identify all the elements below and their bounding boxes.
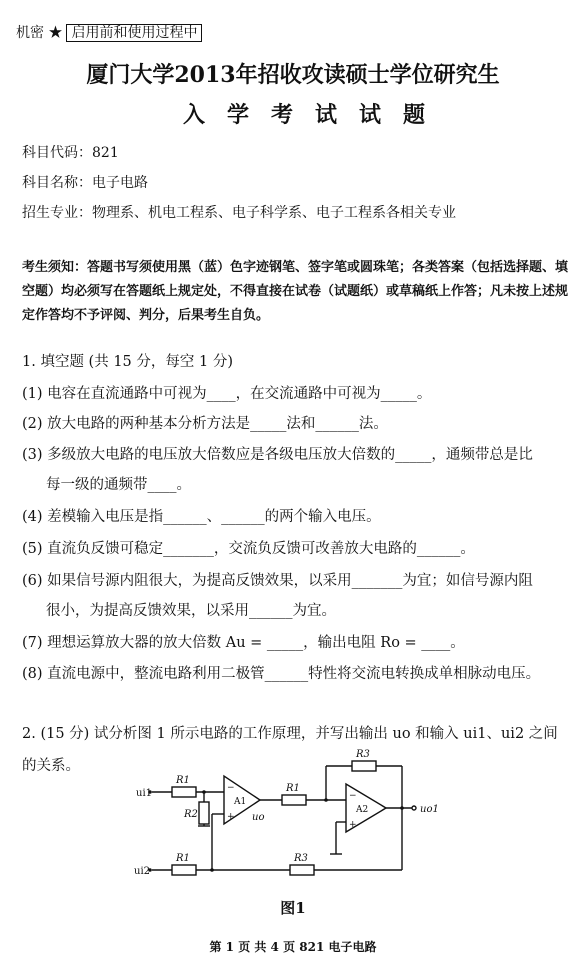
label-r1-top: R1 xyxy=(176,775,190,786)
confidential-line xyxy=(16,22,202,42)
label-a1-plus: + xyxy=(227,812,235,822)
figure-caption: 图1 xyxy=(280,899,306,917)
page-footer: 第 1 页 共 4 页 821 电子电路 xyxy=(209,940,377,954)
label-a1: A1 xyxy=(234,797,247,807)
label-a2: A2 xyxy=(356,805,369,815)
label-ui2: ui2 xyxy=(134,866,151,877)
section1-heading: 1. 填空题 (共 15 分，每空 1 分) xyxy=(22,354,233,370)
label-a2-minus: − xyxy=(349,791,357,801)
circuit-diagram xyxy=(130,746,450,886)
notice-label: 考生须知： xyxy=(22,260,88,275)
label-r2: R2 xyxy=(184,809,198,820)
question-1-2: (2) 放大电路的两种基本分析方法是_____法和______法。 xyxy=(22,416,388,432)
resistor-r2 xyxy=(199,802,209,824)
label-a1-minus: − xyxy=(227,783,235,793)
question-1-6-cont: 很小，为提高反馈效果，以采用______为宜。 xyxy=(46,603,336,619)
subject-code: 科目代码：821 xyxy=(22,145,119,161)
exam-notice xyxy=(22,256,570,328)
resistor-r1-bottom xyxy=(172,865,196,875)
label-r1-bottom: R1 xyxy=(176,853,190,864)
exam-title: 厦门大学2013年招收攻读硕士学位研究生 xyxy=(86,62,500,88)
majors: 招生专业：物理系、机电工程系、电子科学系、电子工程系各相关专业 xyxy=(22,205,456,221)
question-1-4: (4) 差模输入电压是指______、______的两个输入电压。 xyxy=(22,509,381,525)
confidential-mark: 机密 ★ xyxy=(16,25,63,41)
question-2: 2. (15 分) 试分析图 1 所示电路的工作原理，并写出输出 uo 和输入 ui1、ui2 之间的关系。 xyxy=(22,726,558,774)
question-1-3-cont: 每一级的通频带____。 xyxy=(46,477,191,493)
output-terminal xyxy=(412,806,416,810)
label-r3-bottom: R3 xyxy=(294,853,308,864)
resistor-r1-top xyxy=(172,787,196,797)
notice-text: 答题书写须使用黑（蓝）色字迹钢笔、签字笔或圆珠笔；各类答案（包括选择题、填空题）均必须写在答题纸上规定处，不得直接在试卷（试题纸）或草稿纸上作答；凡未按上述规定作答均不予评阅、判分，后果考生自负。 xyxy=(22,260,569,323)
label-r3-top: R3 xyxy=(356,749,370,760)
question-1-5: (5) 直流负反馈可稳定_______，交流负反馈可改善放大电路的______。 xyxy=(22,541,475,557)
label-uo: uo xyxy=(252,812,265,823)
question-1-1: (1) 电容在直流通路中可视为____，在交流通路中可视为_____。 xyxy=(22,386,432,402)
resistor-r3-bottom xyxy=(290,865,314,875)
question-1-3: (3) 多级放大电路的电压放大倍数应是各级电压放大倍数的_____，通频带总是比 xyxy=(22,447,533,463)
subject-name: 科目名称：电子电路 xyxy=(22,175,148,191)
label-uo1: uo1 xyxy=(420,804,439,815)
label-r1-mid: R1 xyxy=(286,783,300,794)
resistor-r3-top xyxy=(352,761,376,771)
question-1-8: (8) 直流电源中，整流电路利用二极管______特性将交流电转换成单相脉动电压。 xyxy=(22,666,541,682)
question-1-7: (7) 理想运算放大器的放大倍数 Au = _____，输出电阻 Ro = ____。 xyxy=(22,635,465,651)
exam-subtitle: 入学考试试题 xyxy=(182,102,447,128)
usage-stamp: 启用前和使用过程中 xyxy=(66,24,202,42)
label-ui1: ui1 xyxy=(136,788,153,799)
resistor-r1-mid xyxy=(282,795,306,805)
question-1-6: (6) 如果信号源内阻很大，为提高反馈效果，以采用_______为宜；如信号源内阻 xyxy=(22,573,533,589)
label-a2-plus: + xyxy=(349,820,357,830)
